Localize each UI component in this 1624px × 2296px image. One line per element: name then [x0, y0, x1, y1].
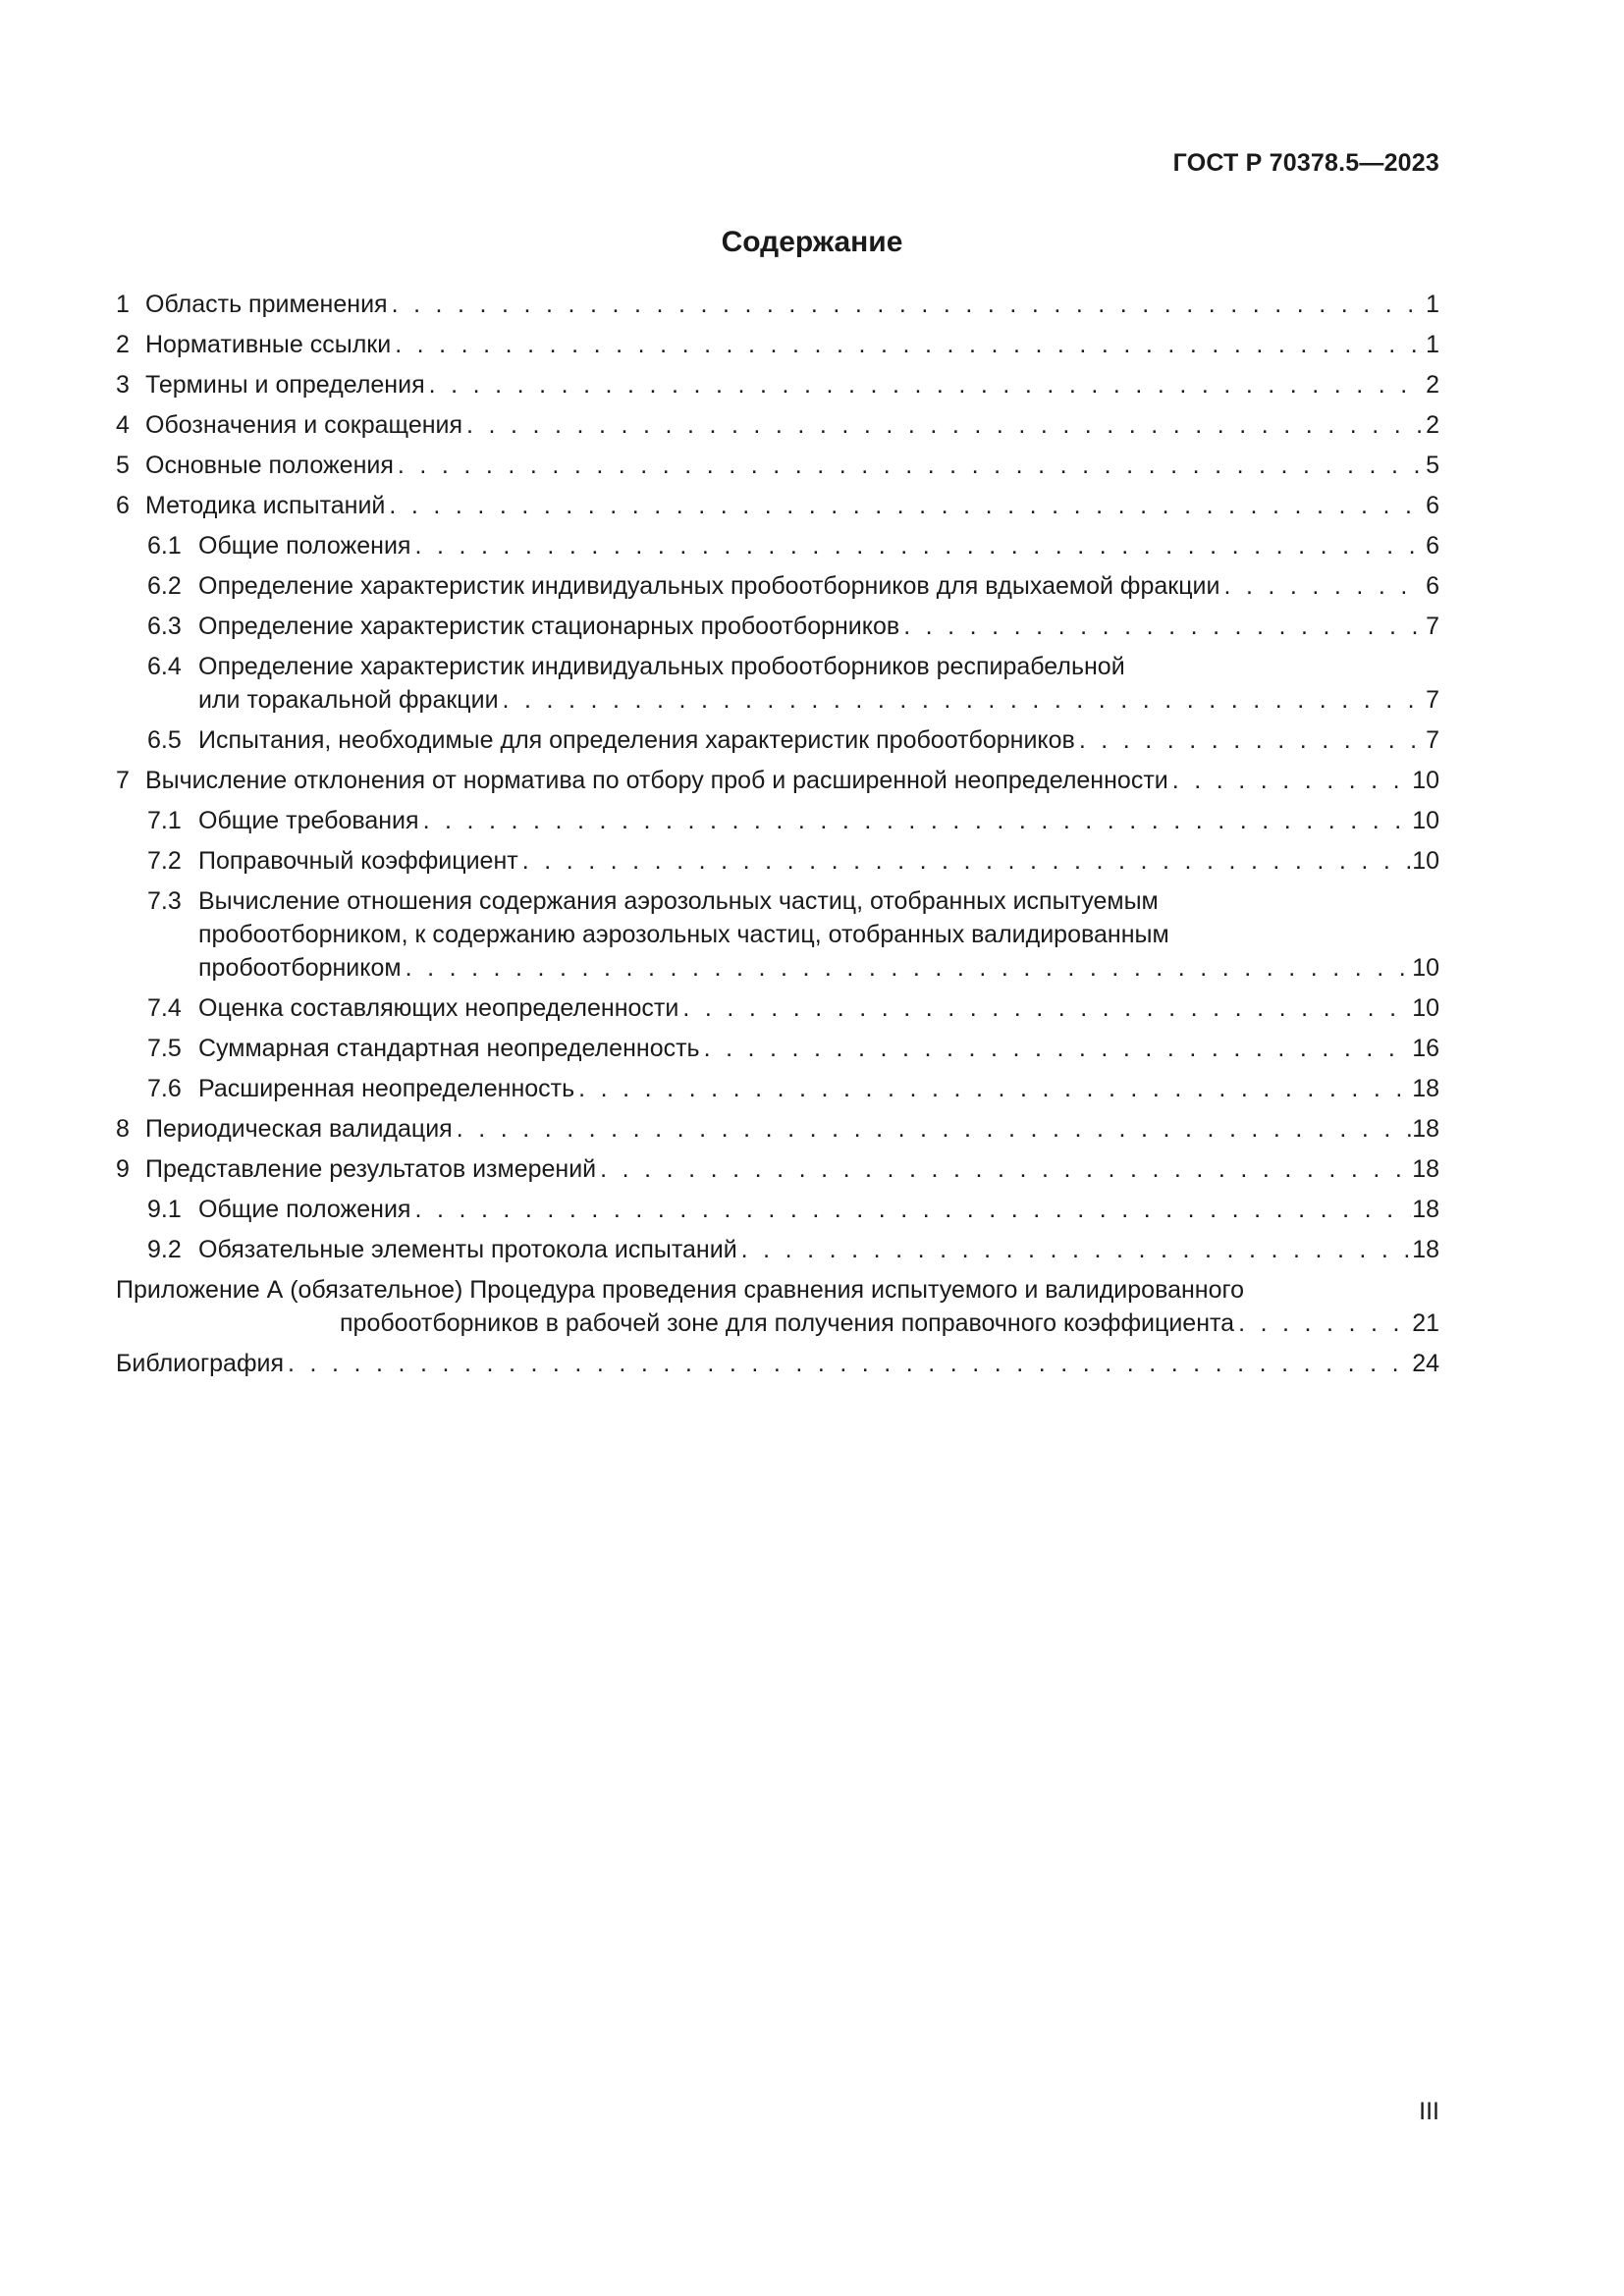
toc-entry-page: 1 — [1426, 291, 1439, 318]
toc-entry-title: Представление результатов измерений — [145, 1155, 597, 1183]
toc-entry-4[interactable] — [116, 408, 1439, 442]
toc-entry-title: Суммарная стандартная неопределенность — [198, 1035, 700, 1062]
dot-leader — [429, 368, 1425, 401]
dot-leader — [457, 1112, 1411, 1146]
dot-leader — [578, 1072, 1411, 1105]
toc-entry-number: 6.5 — [147, 726, 182, 754]
dot-leader — [423, 804, 1412, 837]
toc-entry-number: 1 — [116, 291, 130, 318]
toc-entry-number: 6.2 — [147, 572, 182, 600]
toc-entry-title: Определение характеристик индивидуальных пробоотборников для вдыхаемой фракции — [198, 572, 1220, 600]
toc-entry-page: 7 — [1426, 726, 1439, 754]
toc-entry-7-4[interactable] — [116, 991, 1439, 1025]
toc-entry-title: Поправочный коэффициент — [198, 847, 518, 875]
toc-entry-number: 4 — [116, 411, 130, 439]
toc-entry-number: 5 — [116, 452, 130, 479]
toc-entry-title: Оценка составляющих неопределенности — [198, 994, 679, 1022]
toc-entry-title: Периодическая валидация — [145, 1115, 453, 1143]
toc-entry-number: 2 — [116, 331, 130, 358]
dot-leader — [392, 288, 1426, 321]
toc-entry-title: Испытания, необходимые для определения характеристик пробоотборников — [198, 726, 1075, 754]
toc-entry-number: 6.3 — [147, 613, 182, 640]
toc-entry-title: Общие требования — [198, 807, 419, 834]
toc-entry-1[interactable] — [116, 288, 1439, 321]
dot-leader — [1223, 569, 1425, 603]
toc-entry-title-line2: пробоотборников в рабочей зоне для получения поправочного коэффициента — [340, 1309, 1235, 1337]
toc-entry-page: 10 — [1412, 807, 1439, 834]
toc-entry-page: 10 — [1412, 954, 1439, 982]
toc-entry-title: Вычисление отклонения от норматива по отбору проб и расширенной неопределенности — [145, 767, 1168, 794]
toc-entry-number: 8 — [116, 1115, 130, 1143]
toc-entry-page: 6 — [1426, 532, 1439, 560]
toc-entry-title-line1: Вычисление отношения содержания аэрозольных частиц, отобранных испытуемым — [198, 887, 1159, 915]
toc-entry-7-3[interactable] — [116, 884, 1439, 985]
toc-entry-title: Расширенная неопределенность — [198, 1075, 575, 1102]
dot-leader — [1238, 1307, 1411, 1340]
toc-entry-number: 9 — [116, 1155, 130, 1183]
toc-entry-page: 5 — [1426, 452, 1439, 479]
toc-entry-page: 18 — [1412, 1236, 1439, 1263]
toc-entry-title-line2: или торакальной фракции — [198, 686, 499, 714]
toc-entry-2[interactable] — [116, 328, 1439, 361]
table-of-contents — [116, 288, 1439, 1387]
toc-entry-title: Основные положения — [145, 452, 394, 479]
dot-leader — [288, 1347, 1411, 1380]
toc-entry-number: 7.6 — [147, 1075, 182, 1102]
toc-title: Содержание — [721, 226, 903, 258]
dot-leader — [1172, 764, 1411, 797]
toc-entry-page: 7 — [1426, 686, 1439, 714]
dot-leader — [414, 529, 1425, 562]
page-number: III — [1419, 2098, 1439, 2125]
dot-leader — [389, 489, 1425, 522]
toc-entry-page: 7 — [1426, 613, 1439, 640]
toc-entry-title: Область применения — [145, 291, 388, 318]
toc-entry-3[interactable] — [116, 368, 1439, 401]
dot-leader — [503, 683, 1426, 717]
toc-entry-page: 10 — [1412, 767, 1439, 794]
toc-entry-page: 6 — [1426, 572, 1439, 600]
dot-leader — [398, 449, 1425, 482]
toc-entry-number: 7.1 — [147, 807, 182, 834]
dot-leader — [406, 951, 1412, 985]
toc-entry-page: 24 — [1412, 1350, 1439, 1377]
toc-entry-title-line1: Определение характеристик индивидуальных пробоотборников респирабельной — [198, 653, 1125, 680]
toc-entry-number: 7.3 — [147, 887, 182, 915]
toc-entry-page: 18 — [1412, 1075, 1439, 1102]
document-code: ГОСТ Р 70378.5—2023 — [1172, 149, 1439, 177]
toc-entry-6-3[interactable] — [116, 610, 1439, 643]
toc-entry-title-line1: Приложение А (обязательное) Процедура проведения сравнения испытуемого и валидированного — [116, 1276, 1244, 1304]
dot-leader — [522, 844, 1411, 878]
toc-entry-annex-a[interactable] — [116, 1273, 1439, 1340]
dot-leader — [600, 1152, 1411, 1186]
toc-entry-page: 1 — [1426, 331, 1439, 358]
toc-entry-number: 7.4 — [147, 994, 182, 1022]
toc-entry-number: 3 — [116, 371, 130, 399]
toc-entry-9[interactable] — [116, 1152, 1439, 1186]
toc-entry-title: Библиография — [116, 1350, 285, 1377]
toc-entry-title-line2: пробоотборником, к содержанию аэрозольных частиц, отобранных валидированным — [198, 921, 1169, 948]
toc-entry-page: 2 — [1426, 411, 1439, 439]
toc-entry-bibliography[interactable] — [116, 1347, 1439, 1380]
toc-entry-7-2[interactable] — [116, 844, 1439, 878]
toc-entry-number: 6 — [116, 492, 130, 519]
toc-entry-9-2[interactable] — [116, 1233, 1439, 1266]
toc-entry-5[interactable] — [116, 449, 1439, 482]
toc-entry-title: Обязательные элементы протокола испытаний — [198, 1236, 737, 1263]
toc-entry-page: 18 — [1412, 1196, 1439, 1223]
toc-entry-page: 10 — [1412, 847, 1439, 875]
toc-entry-page: 10 — [1412, 994, 1439, 1022]
toc-entry-6[interactable] — [116, 489, 1439, 522]
toc-entry-number: 7 — [116, 767, 130, 794]
toc-entry-title: Методика испытаний — [145, 492, 386, 519]
toc-entry-7-5[interactable] — [116, 1032, 1439, 1065]
dot-leader — [414, 1193, 1411, 1226]
toc-entry-8[interactable] — [116, 1112, 1439, 1146]
toc-entry-title-line3: пробоотборником — [198, 954, 402, 982]
toc-entry-page: 2 — [1426, 371, 1439, 399]
toc-entry-number: 9.1 — [147, 1196, 182, 1223]
toc-entry-title: Обозначения и сокращения — [145, 411, 463, 439]
toc-entry-title: Термины и определения — [145, 371, 425, 399]
toc-entry-page: 18 — [1412, 1155, 1439, 1183]
toc-entry-title: Определение характеристик стационарных пробоотборников — [198, 613, 900, 640]
toc-entry-page: 21 — [1412, 1309, 1439, 1337]
toc-entry-7-1[interactable] — [116, 804, 1439, 837]
toc-entry-page: 16 — [1412, 1035, 1439, 1062]
dot-leader — [704, 1032, 1412, 1065]
toc-entry-title: Общие положения — [198, 1196, 411, 1223]
toc-entry-number: 6.4 — [147, 653, 182, 680]
toc-entry-7-6[interactable] — [116, 1072, 1439, 1105]
toc-entry-6-2[interactable] — [116, 569, 1439, 603]
toc-entry-page: 6 — [1426, 492, 1439, 519]
toc-entry-9-1[interactable] — [116, 1193, 1439, 1226]
toc-entry-6-4[interactable] — [116, 650, 1439, 717]
dot-leader — [741, 1233, 1412, 1266]
dot-leader — [682, 991, 1411, 1025]
dot-leader — [1079, 723, 1425, 757]
dot-leader — [466, 408, 1425, 442]
toc-entry-number: 7.5 — [147, 1035, 182, 1062]
toc-entry-6-5[interactable] — [116, 723, 1439, 757]
toc-entry-6-1[interactable] — [116, 529, 1439, 562]
toc-entry-number: 9.2 — [147, 1236, 182, 1263]
toc-entry-title: Нормативные ссылки — [145, 331, 392, 358]
toc-entry-title: Общие положения — [198, 532, 411, 560]
toc-entry-page: 18 — [1412, 1115, 1439, 1143]
dot-leader — [395, 328, 1425, 361]
toc-entry-number: 6.1 — [147, 532, 182, 560]
toc-entry-7[interactable] — [116, 764, 1439, 797]
toc-entry-number: 7.2 — [147, 847, 182, 875]
dot-leader — [903, 610, 1425, 643]
